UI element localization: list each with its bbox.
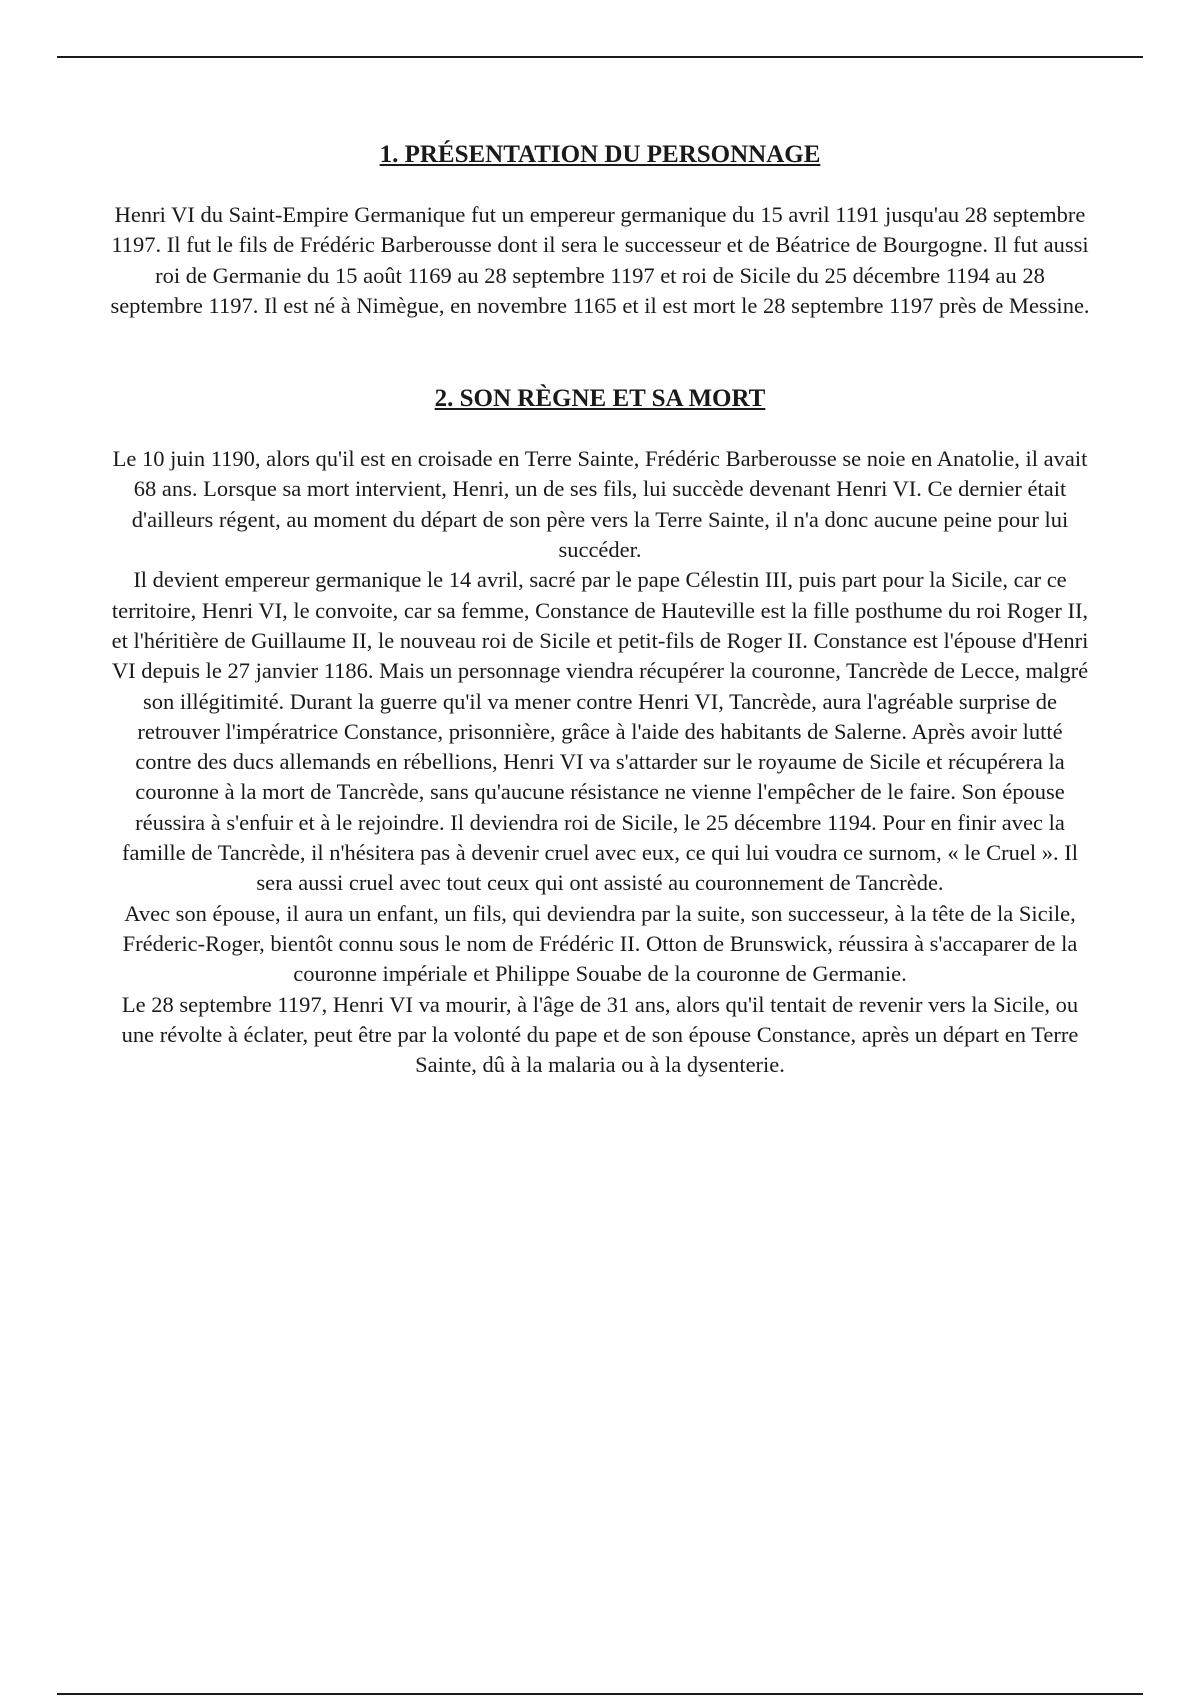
document-body <box>110 138 1090 1080</box>
section-1-paragraph: Henri VI du Saint-Empire Germanique fut un empereur germanique du 15 avril 1191 jusqu'au 28 septembre 1197. Il fut le fils de Frédéric Barberousse dont il sera le successeur et de Béatrice de Bourgogne. Il fut aussi roi de Germanie du 15 août 1169 au 28 septembre 1197 et roi de Sicile du 25 décembre 1194 au 28 septembre 1197. Il est né à Nimègue, en novembre 1165 et il est mort le 28 septembre 1197 près de Messine. <box>110 202 1090 318</box>
top-rule <box>57 56 1143 58</box>
section-2-paragraph: Le 10 juin 1190, alors qu'il est en croisade en Terre Sainte, Frédéric Barberousse se noie en Anatolie, il avait 68 ans. Lorsque sa mort intervient, Henri, un de ses fils, lui succède devenant Henri VI. Ce dernier était d'ailleurs régent, au moment du départ de son père vers la Terre Sainte, il n'a donc aucune peine pour lui succéder. <box>112 446 1088 563</box>
bottom-rule <box>57 1693 1143 1695</box>
section-2-text <box>110 444 1090 1080</box>
section-2-paragraph: Le 28 septembre 1197, Henri VI va mourir, à l'âge de 31 ans, alors qu'il tentait de revenir vers la Sicile, ou une révolte à éclater, peut être par la volonté du pape et de son épouse Constance, après un départ en Terre Sainte, dû à la malaria ou à la dysenterie. <box>121 991 1079 1078</box>
section-1-text <box>110 200 1090 321</box>
section-2-title: 2. SON RÈGNE ET SA MORT <box>434 385 766 413</box>
section-2-paragraph: Il devient empereur germanique le 14 avril, sacré par le pape Célestin III, puis part pour la Sicile, car ce territoire, Henri VI, le convoite, car sa femme, Constance de Hauteville est la fille posthume du roi Roger II, et l'héritière de Guillaume II, le nouveau roi de Sicile et petit-fils de Roger II. Constance est l'épouse d'Henri VI depuis le 27 janvier 1186. Mais un personnage viendra récupérer la couronne, Tancrède de Lecce, malgré son illégitimité. Durant la guerre qu'il va mener contre Henri VI, Tancrède, aura l'agréable surprise de retrouver l'impératrice Constance, prisonnière, grâce à l'aide des habitants de Salerne. Après avoir lutté contre des ducs allemands en rébellions, Henri VI va s'attarder sur le royaume de Sicile et récupérera la couronne à la mort de Tancrède, sans qu'aucune résistance ne vienne l'empêcher de le faire. Son épouse réussira à s'enfuir et à le rejoindre. Il deviendra roi de Sicile, le 25 décembre 1194. Pour en finir avec la famille de Tancrède, il n'hésitera pas à devenir cruel avec eux, ce qui lui voudra ce surnom, « le Cruel ». Il sera aussi cruel avec tout ceux qui ont assisté au couronnement de Tancrède. <box>111 567 1089 896</box>
section-2-paragraph: Avec son épouse, il aura un enfant, un fils, qui deviendra par la suite, son successeur, à la tête de la Sicile, Fréderic-Roger, bientôt connu sous le nom de Frédéric II. Otton de Brunswick, réussira à s'accaparer de la couronne impériale et Philippe Souabe de la couronne de Germanie. <box>122 900 1078 987</box>
section-1-title: 1. PRÉSENTATION DU PERSONNAGE <box>379 141 821 168</box>
